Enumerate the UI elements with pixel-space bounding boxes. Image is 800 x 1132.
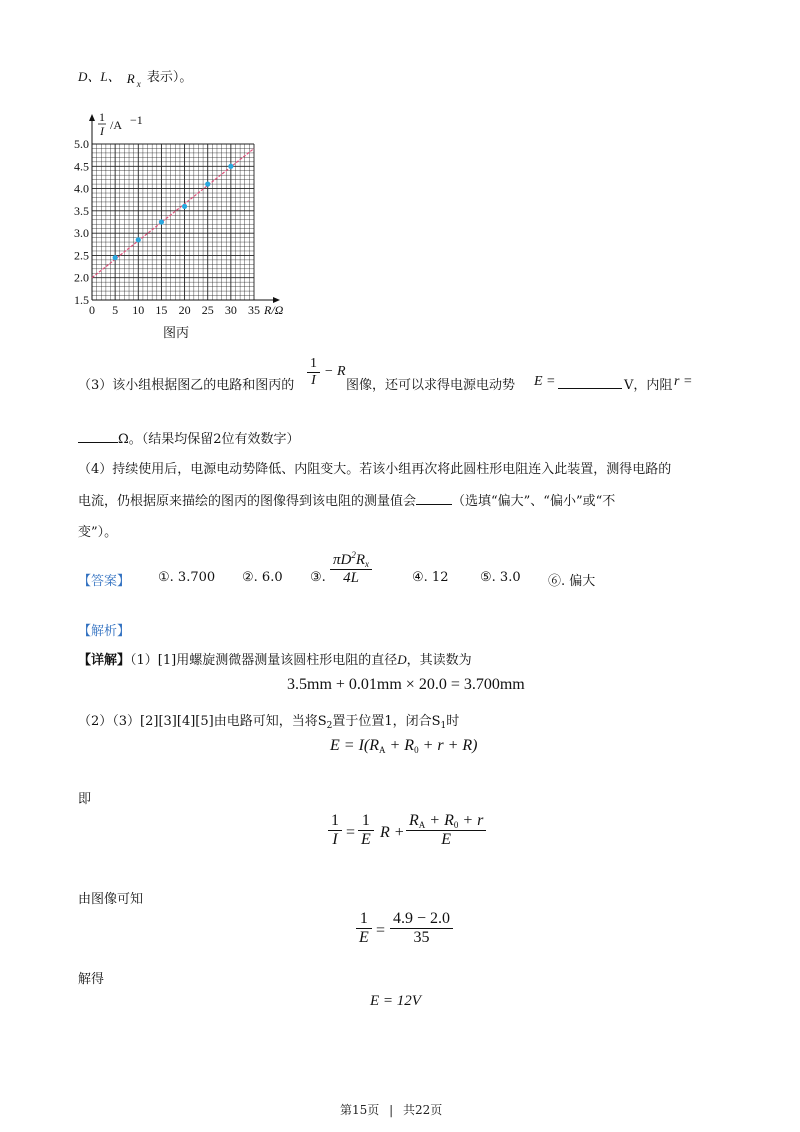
- detail-label: 【详解】: [78, 653, 131, 668]
- x-axis-label: R/Ω: [264, 303, 284, 317]
- q4-line2a: 电流，仍根据原来描绘的图丙的图像得到该电阻的测量值会: [78, 494, 417, 509]
- eq2-sub-a: A: [379, 745, 386, 755]
- circuit-text: （2）（3）[2][3][4][5]由电路可知，当将S: [78, 714, 327, 729]
- eq3-den1: I: [332, 831, 338, 849]
- q4-line3: 变”）。: [78, 525, 118, 540]
- answer-3-num-sup: 2: [351, 550, 356, 560]
- x-tick-label: 25: [201, 303, 214, 317]
- top-line-vars: D、L、: [78, 69, 121, 84]
- page-footer: [340, 1101, 442, 1118]
- y-tick-label: 3.5: [74, 203, 89, 218]
- answer-1: ①. 3.700: [158, 570, 216, 585]
- x-tick-label: 35: [248, 303, 260, 317]
- x-tick-label: 0: [89, 303, 95, 317]
- top-line-rx-sub: x: [136, 79, 141, 89]
- q3-line2: [78, 428, 300, 447]
- eq2-mid: + R: [385, 737, 415, 754]
- q4-line1: （4）持续使用后，电源电动势降低、内阻变大。若该小组再次将此圆柱形电阻连入此装置，测得电路的: [78, 462, 672, 477]
- data-point: [205, 182, 210, 187]
- eq3-frac-2: [358, 812, 374, 850]
- eq3-num3-sub0: 0: [453, 820, 459, 830]
- chart-svg: [60, 108, 320, 340]
- answer-2: ②. 6.0: [242, 570, 283, 585]
- eq3-num3-tail: + r: [458, 812, 484, 829]
- top-line-rx: R: [126, 71, 135, 86]
- x-tick-label: 10: [132, 303, 145, 317]
- equation-2: [330, 737, 478, 755]
- data-point: [136, 237, 141, 242]
- chart-caption: 图丙: [163, 326, 190, 341]
- detail-tail: ，其读数为: [406, 653, 472, 668]
- footer-page: 第15页: [340, 1103, 380, 1117]
- equation-3: [328, 812, 488, 860]
- equation-4: [356, 910, 456, 956]
- eq2-sub-0: 0: [414, 745, 419, 755]
- answer-5: ⑤. 3.0: [480, 570, 521, 585]
- q4-line2: [78, 490, 615, 509]
- y-axis-label-den: I: [100, 124, 104, 138]
- x-tick-label: 20: [178, 303, 191, 317]
- circuit-s1-sub: 1: [440, 721, 447, 731]
- eq4-frac-2: [390, 910, 453, 948]
- y-tick-label: 4.0: [74, 181, 89, 196]
- eq3-num3-r: R: [409, 812, 419, 829]
- q3-r-eq: r =: [674, 374, 693, 389]
- footer-sep: |: [389, 1103, 394, 1117]
- eq4-num1: 1: [356, 910, 372, 929]
- eq4-eq: =: [376, 922, 386, 939]
- detail-text: （1）[1]用螺旋测微器测量该圆柱形电阻的直径: [130, 653, 398, 668]
- q3-unit-ohm: Ω。（结果均保留2位有效数字）: [118, 432, 300, 447]
- y-axis-arrow: [89, 114, 95, 121]
- ji-label: 即: [78, 792, 92, 807]
- y-tick-label: 4.5: [74, 159, 89, 174]
- q4-line2b: （选填“偏大”、“偏小”或“不: [452, 494, 616, 509]
- eq3-num3-mid: + R: [425, 812, 454, 829]
- answer-3-den: 4L: [343, 570, 359, 587]
- eq3-num3-sub: A: [418, 820, 426, 830]
- answer-3-fraction: [330, 550, 372, 588]
- top-line-suffix: 表示）。: [146, 70, 193, 85]
- y-tick-label: 3.0: [74, 226, 89, 241]
- eq3-num2: 1: [358, 812, 374, 831]
- data-point: [228, 164, 233, 169]
- answer-3-num-main: πD: [333, 552, 352, 568]
- q3-frac-num: 1: [307, 356, 320, 373]
- eq4-den1: E: [359, 929, 369, 947]
- answer-3-num: [330, 550, 372, 570]
- eq3-frac-3: [406, 812, 486, 850]
- eq3-den3: E: [441, 831, 452, 849]
- equation-1: 3.5mm + 0.01mm × 20.0 = 3.700mm: [287, 676, 525, 693]
- y-tick-label: 1.5: [74, 293, 89, 307]
- x-tick-label: 5: [112, 303, 119, 317]
- q3-e-eq: E =: [534, 374, 556, 389]
- eq4-frac-1: [356, 910, 372, 948]
- footer-total: 共22页: [402, 1103, 443, 1117]
- answer-3-num-sub: x: [365, 559, 370, 569]
- q3-r-blank[interactable]: [78, 428, 118, 443]
- eq2-tail: + r + R): [418, 737, 478, 754]
- eq3-num1: 1: [328, 812, 342, 831]
- eq2-left: E = I(R: [330, 737, 379, 754]
- circuit-tail: 时: [446, 714, 460, 729]
- answer-3-num-tail: R: [355, 552, 366, 568]
- solve-label: 解得: [78, 972, 105, 987]
- q3-frac-den: I: [311, 373, 316, 389]
- eq4-num2: 4.9 − 2.0: [390, 910, 453, 929]
- answer-row: [78, 550, 718, 596]
- answer-6: ⑥. 偏大: [548, 574, 596, 589]
- answer-label: 【答案】: [78, 574, 131, 589]
- eq3-num3: [406, 812, 486, 831]
- data-point: [113, 255, 118, 260]
- y-tick-label: 2.0: [74, 270, 89, 285]
- y-axis-label-unit: /A: [110, 118, 122, 132]
- eq3-r: R +: [380, 824, 405, 841]
- q3-mid: 图像，还可以求得电源电动势: [346, 378, 516, 393]
- chart-figure: [60, 108, 320, 340]
- x-tick-label: 30: [224, 303, 237, 317]
- q3-line: [78, 356, 718, 400]
- q3-prefix: （3）该小组根据图乙的电路和图丙的: [78, 378, 295, 393]
- analysis-label: 【解析】: [78, 624, 131, 639]
- answer-3-prefix: ③.: [310, 570, 326, 585]
- q3-frac-tail: − R: [324, 364, 346, 379]
- eq4-den2: 35: [413, 929, 430, 947]
- y-axis-label-sup: −1: [130, 113, 143, 127]
- equation-5: E = 12V: [370, 993, 421, 1009]
- y-tick-label: 5.0: [74, 137, 89, 151]
- circuit-mid: 置于位置1，闭合S: [332, 714, 441, 729]
- x-tick-label: 15: [155, 303, 168, 317]
- from-graph-label: 由图像可知: [78, 892, 144, 907]
- y-axis-label-num: 1: [99, 110, 105, 124]
- q3-unit-v: V，内阻: [624, 378, 673, 393]
- data-point: [159, 219, 164, 224]
- detail-line: [78, 649, 472, 668]
- q3-fraction: [307, 356, 320, 389]
- eq3-den2: E: [361, 831, 371, 849]
- q3-e-blank[interactable]: [558, 374, 622, 389]
- circuit-line: [78, 710, 459, 731]
- data-point: [182, 204, 187, 209]
- q4-blank[interactable]: [416, 490, 452, 505]
- y-tick-label: 2.5: [74, 248, 89, 263]
- top-line: [78, 66, 193, 89]
- eq3-frac-1: [328, 812, 342, 850]
- answer-4: ④. 12: [412, 570, 449, 585]
- eq3-eq: =: [346, 824, 356, 841]
- circuit-s2-sub: 2: [326, 721, 333, 731]
- detail-d: D: [397, 652, 407, 667]
